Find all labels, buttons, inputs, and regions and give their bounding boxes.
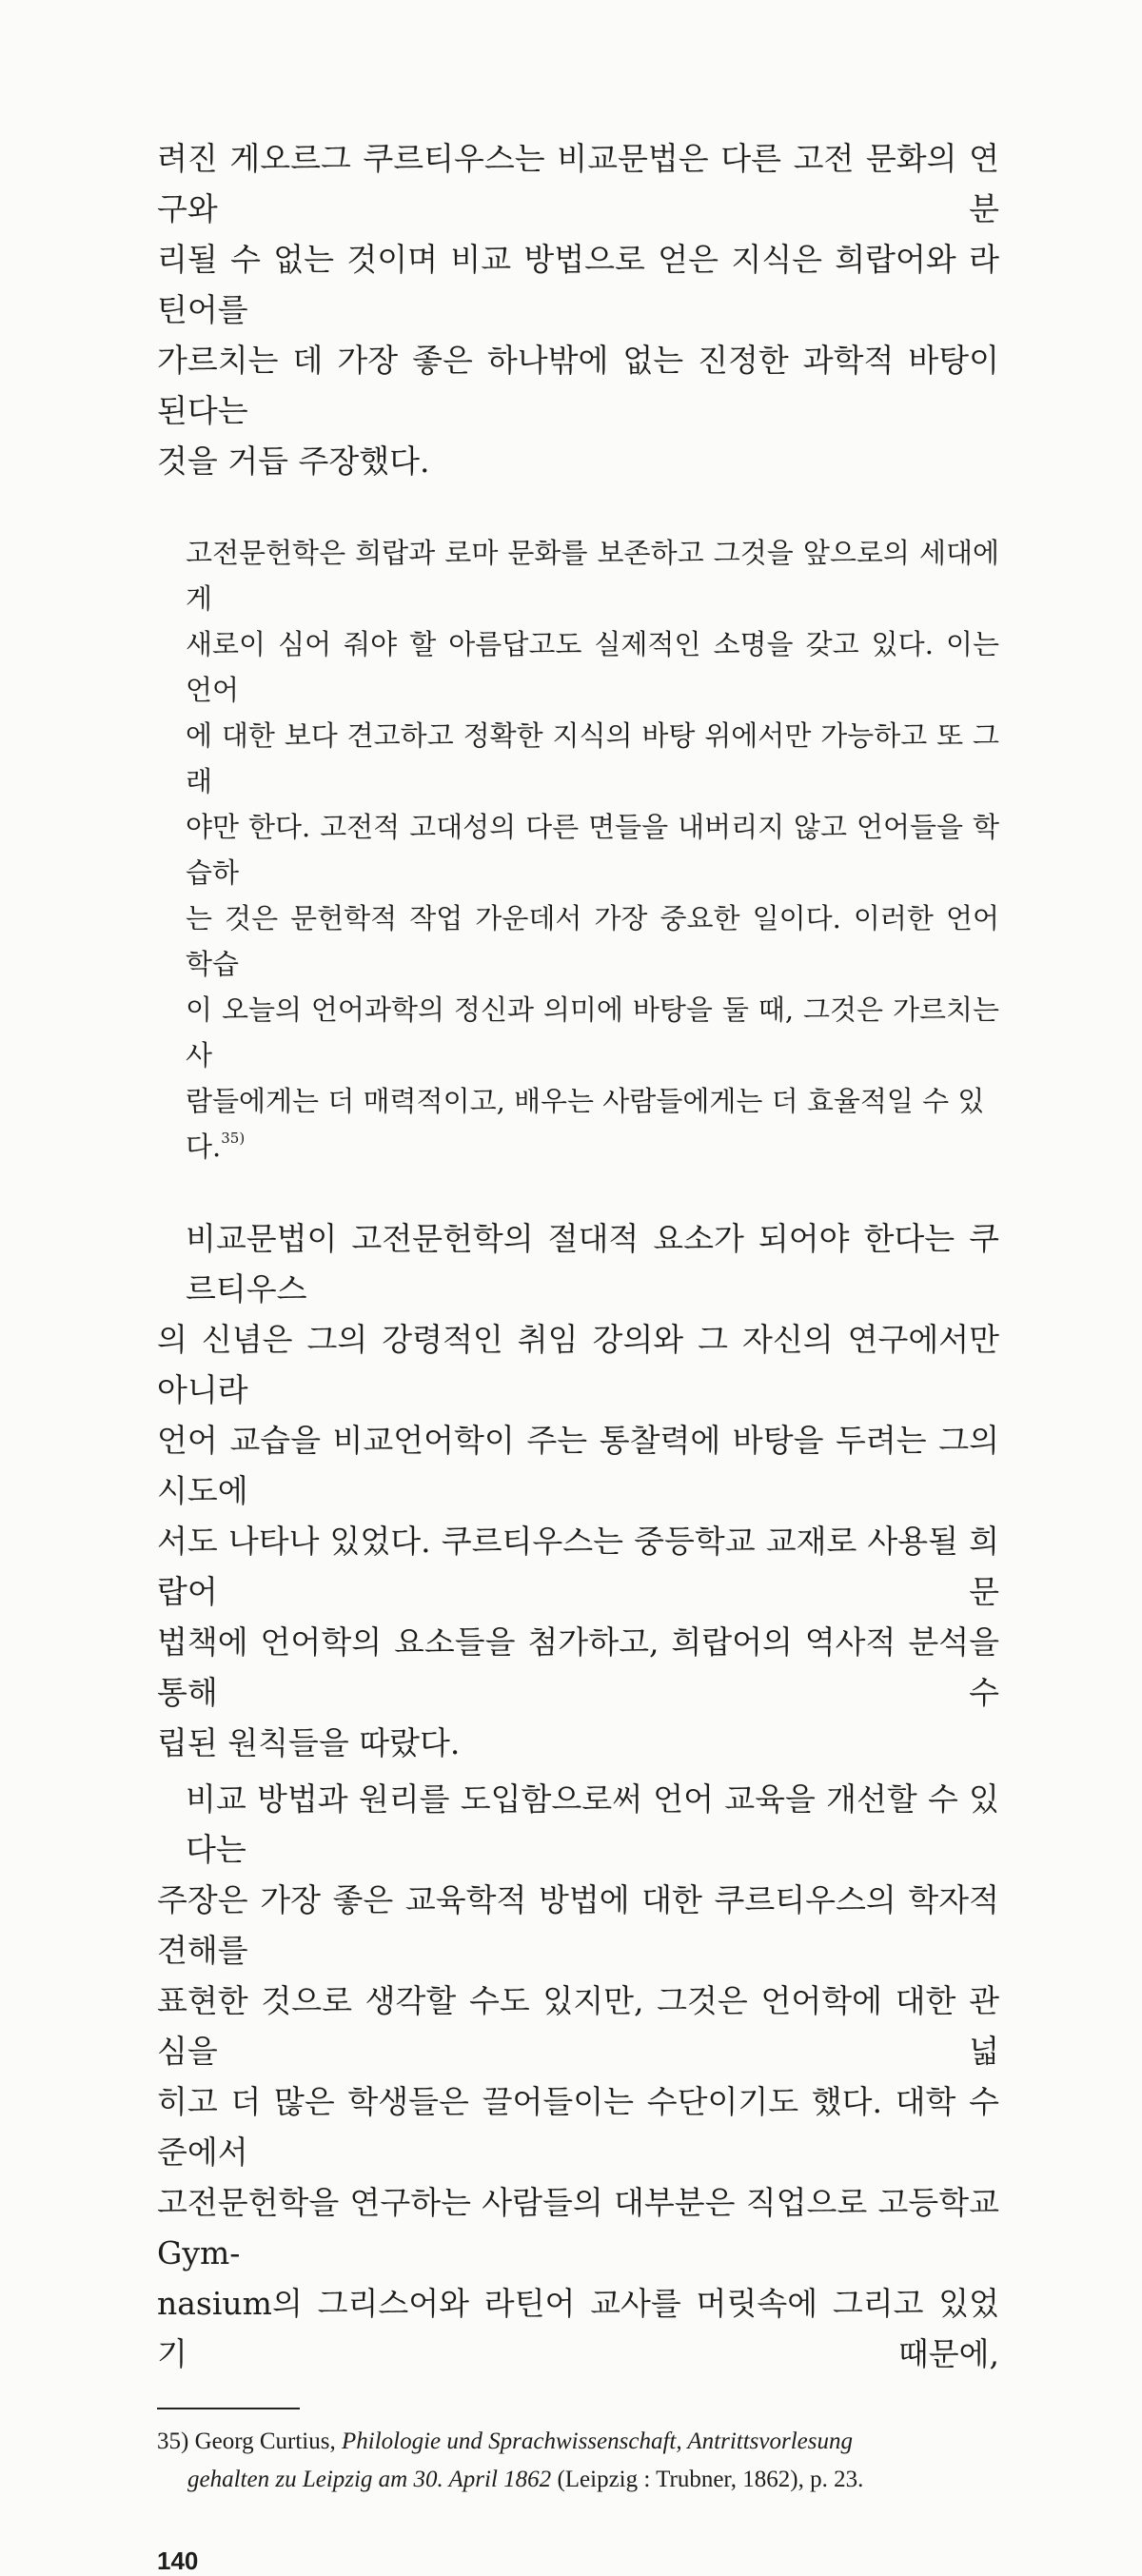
text-line: 표현한 것으로 생각할 수도 있지만, 그것은 언어학에 대한 관심을 넓 (157, 1982, 999, 2070)
text-line: 법책에 언어학의 요소들을 첨가하고, 희랍어의 역사적 분석을 통해 수 (157, 1623, 999, 1711)
text-line: 언어 교습을 비교언어학이 주는 통찰력에 바탕을 두려는 그의 시도에 (157, 1422, 999, 1509)
text-line: 고전문헌학을 연구하는 사람들의 대부분은 직업으로 고등학교 Gym- (157, 2184, 999, 2271)
paragraph-3 (157, 1774, 999, 2379)
text-line: 주장은 가장 좋은 교육학적 방법에 대한 쿠르티우스의 학자적 견해를 (157, 1881, 999, 1969)
footnote-reference: 35) (221, 1130, 246, 1147)
text-line: nasium의 그리스어와 라틴어 교사를 머릿속에 그리고 있었기 때문에, (157, 2285, 999, 2372)
text-line: 가르치는 데 가장 좋은 하나밖에 없는 진정한 과학적 바탕이 된다는 (157, 342, 999, 429)
text-line: 려진 게오르그 쿠르티우스는 비교문법은 다른 고전 문화의 연구와 분 (157, 140, 999, 227)
paragraph-2 (157, 1213, 999, 1768)
text-line: 리될 수 없는 것이며 비교 방법으로 얻은 지식은 희랍어와 라틴어를 (157, 241, 999, 328)
footnote-line-1 (157, 2423, 999, 2461)
footnote-author: Georg Curtius, (194, 2429, 336, 2454)
quote-line: 이 오늘의 언어과학의 정신과 의미에 바탕을 둘 때, 그것은 가르치는 사 (186, 993, 999, 1072)
text-line: 비교 방법과 원리를 도입함으로써 언어 교육을 개선할 수 있다는 (186, 1780, 999, 1868)
footnote-title: Philologie und Sprachwissenschaft, Antrittsvorlesung (341, 2429, 854, 2454)
paragraph-1 (157, 133, 999, 486)
text-line: 비교문법이 고전문헌학의 절대적 요소가 되어야 한다는 쿠르티우스 (186, 1220, 999, 1308)
quote-line: 고전문헌학은 희랍과 로마 문화를 보존하고 그것을 앞으로의 세대에게 (186, 537, 999, 615)
footnote-divider (157, 2408, 300, 2409)
text-line: 립된 원칙들을 따랐다. (157, 1724, 461, 1761)
quote-line: 야만 한다. 고전적 고대성의 다른 면들을 내버리지 않고 언어들을 학습하 (186, 811, 999, 889)
footnote-publication: (Leipzig : Trubner, 1862), p. 23. (557, 2467, 864, 2492)
text-line: 히고 더 많은 학생들은 끌어들이는 수단이기도 했다. 대학 수준에서 (157, 2083, 999, 2171)
page-number: 140 (157, 2547, 199, 2575)
quote-line-text: 람들에게는 더 매력적이고, 배우는 사람들에게는 더 효율적일 수 있다. (186, 1085, 985, 1163)
quote-line: 는 것은 문헌학적 작업 가운데서 가장 중요한 일이다. 이러한 언어 학습 (186, 902, 999, 980)
footnote-number: 35) (157, 2429, 189, 2454)
footnote-35 (157, 2423, 999, 2499)
book-page (157, 133, 999, 2575)
text-line: 것을 거듭 주장했다. (157, 442, 430, 480)
footnote-line-2 (157, 2461, 999, 2499)
footnote-title-cont: gehalten zu Leipzig am 30. April 1862 (187, 2467, 552, 2492)
quote-last-line (186, 1078, 999, 1170)
block-quote (157, 530, 999, 1170)
text-line: 의 신념은 그의 강령적인 취임 강의와 그 자신의 연구에서만 아니라 (157, 1321, 999, 1408)
quote-line: 새로이 심어 줘야 할 아름답고도 실제적인 소명을 갖고 있다. 이는 언어 (186, 628, 999, 706)
text-line: 서도 나타나 있었다. 쿠르티우스는 중등학교 교재로 사용될 희랍어 문 (157, 1523, 999, 1610)
quote-line: 에 대한 보다 견고하고 정확한 지식의 바탕 위에서만 가능하고 또 그래 (186, 719, 999, 797)
